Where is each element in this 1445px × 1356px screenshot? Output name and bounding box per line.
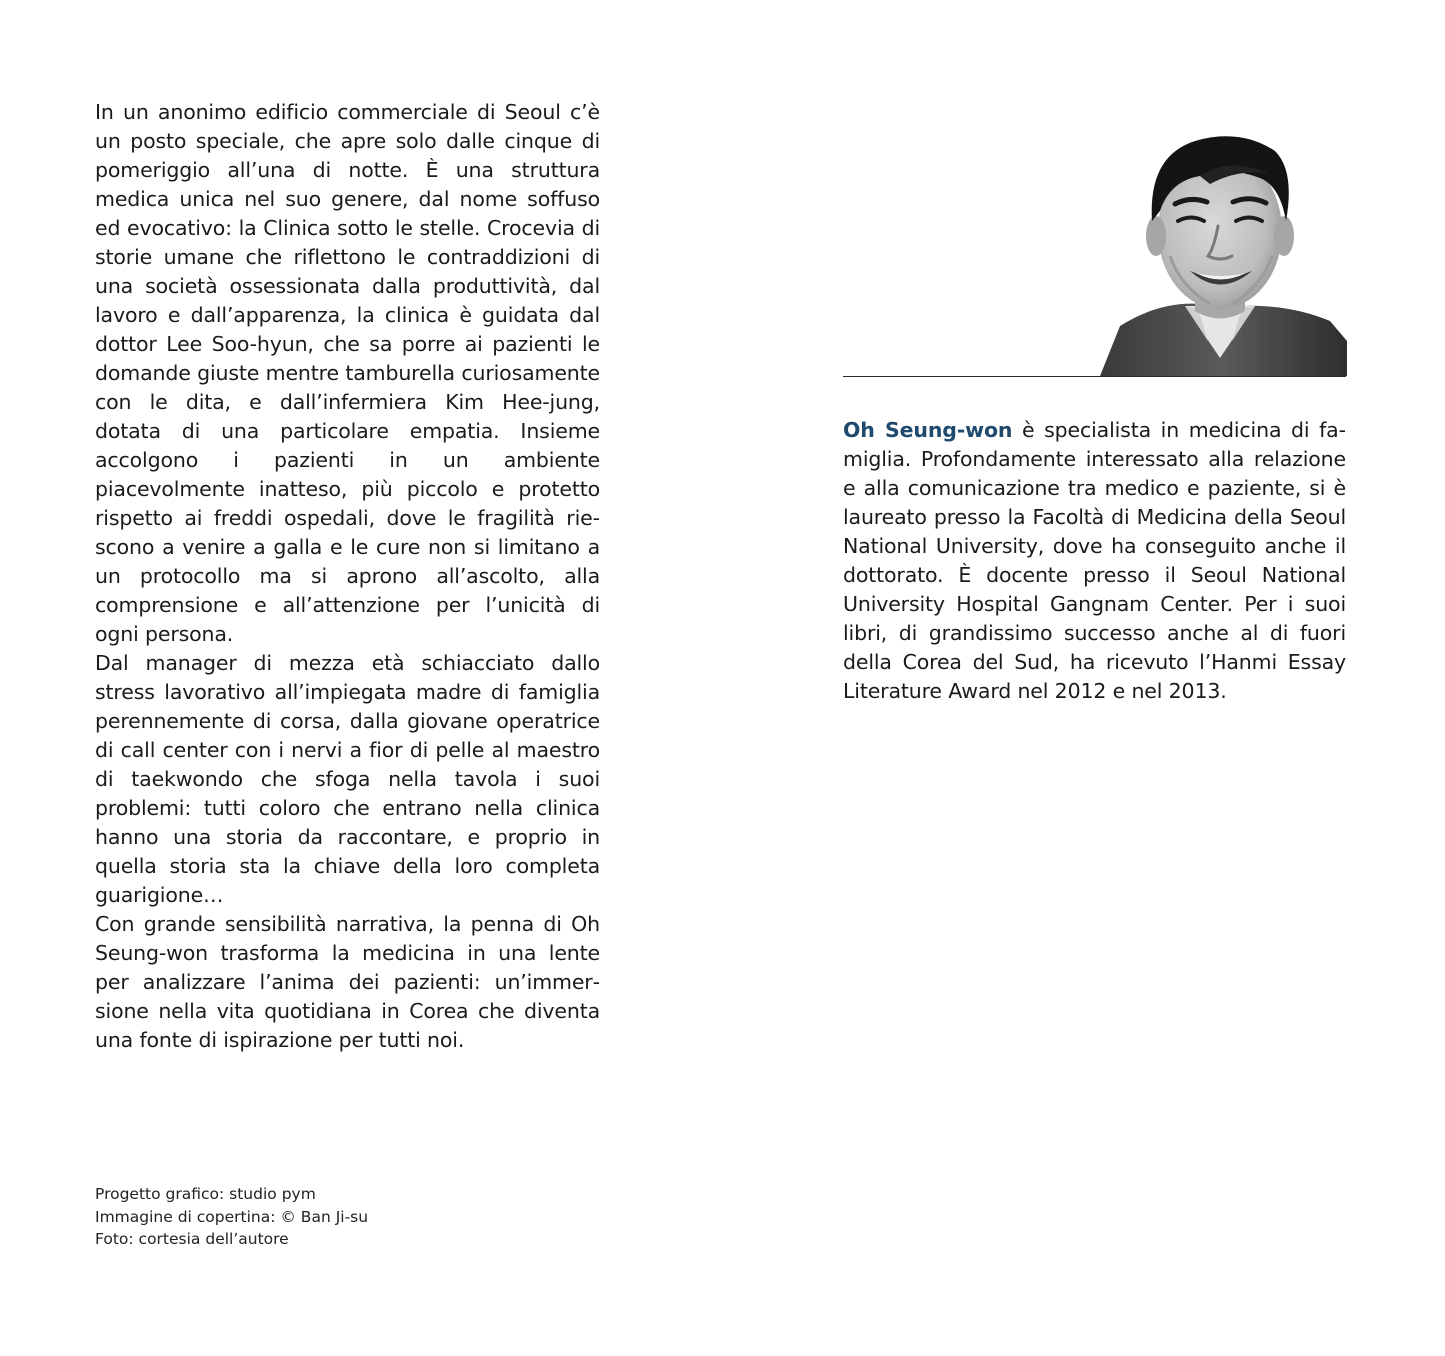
synopsis-text [95,98,600,1055]
back-flap [0,0,720,1356]
bio-divider [843,376,1346,377]
credit-photo: Foto: cortesia dell’autore [95,1230,289,1248]
design-credits [95,1183,495,1251]
synopsis-paragraph-3: Con grande sensibilità narrativa, la penna di Oh Seung-won trasforma la medicina in una lente per analizzare l’anima dei pazienti: un’immersione nella vita quotidiana in Corea che diventa una fonte di ispirazione per tutti noi. [95,912,600,1052]
credit-cover-image: Immagine di copertina: © Ban Ji-su [95,1207,369,1226]
author-bio-text: è specialista in medicina di famiglia. Profondamente interessato alla relazione e alla comunicazione tra medico e paziente, si è laureato presso la Facoltà di Medicina della Seoul National University, dove ha conseguito anche il dottorato. È docente presso il Seoul National University Hospital Gangnam Center. Per i suoi libri, di grandissimo successo anche al di fuori della Corea del Sud, ha ricevuto l’Hanmi Essay Literature Award nel 2012 e nel 2013. [843,418,1346,703]
credit-graphic-design: Progetto grafico: studio pym [95,1185,316,1203]
author-name: Oh Seung-won [843,418,1013,442]
author-portrait [1090,126,1347,376]
synopsis-paragraph-2: Dal manager di mezza età schiacciato dallo stress lavorativo all’impiegata madre di famiglia perennemente di corsa, dalla giovane operatrice di call center con i nervi a fior di pelle al maestro di taekwondo che sfoga nella tavola i suoi problemi: tutti coloro che entrano nella clinica hanno una storia da raccontare, e proprio in quella storia sta la chiave della loro completa guarigione… [95,651,600,907]
author-bio [843,416,1346,706]
synopsis-paragraph-1: In un anonimo edificio commerciale di Seoul c’è un posto speciale, che apre solo dalle cinque di pomeriggio all’una di notte. È una struttura medica unica nel suo genere, dal nome soffuso ed evocativo: la Clinica sotto le stelle. Crocevia di storie umane che riflettono le contraddizioni di una società ossessionata dalla produttività, dal lavoro e dall’apparenza, la clinica è guidata dal dottor Lee Soo-hyun, che sa porre ai pazienti le domande giuste mentre tamburella curiosamente con le dita, e dall’infermiera Kim Hee-jung, dotata di una particolare empatia. Insieme accolgono i pazienti in un ambiente piacevolmente inatteso, più piccolo e protetto rispetto ai freddi ospedali, dove le fragilità riescono a venire a galla e le cure non si limitano a un protocollo ma si aprono all’ascolto, alla comprensione e all’attenzione per l’unicità di ogni persona. [95,100,600,646]
